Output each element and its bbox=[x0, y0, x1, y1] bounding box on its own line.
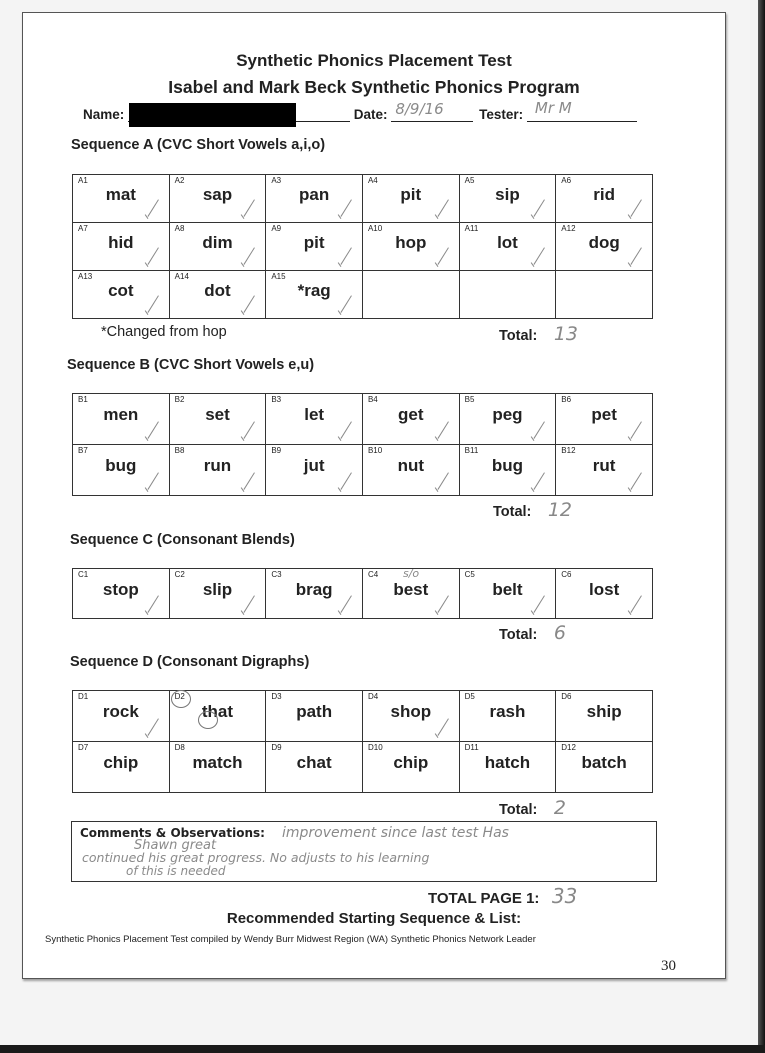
cell-word: belt bbox=[492, 579, 523, 599]
cell-id: C5 bbox=[464, 570, 475, 579]
cell-word: pet bbox=[591, 405, 617, 424]
word-cell-b4[interactable] bbox=[362, 394, 459, 445]
cell-id: A8 bbox=[174, 224, 185, 233]
tester-field[interactable] bbox=[527, 99, 637, 122]
table-row bbox=[73, 223, 653, 271]
check-mark-icon bbox=[435, 718, 449, 738]
cell-id: C3 bbox=[271, 570, 282, 579]
total-label: Total: bbox=[499, 627, 538, 643]
cell-id: B8 bbox=[174, 446, 185, 455]
footer-credit: Synthetic Phonics Placement Test compiled by Wendy Burr Midwest Region (WA) Synthetic Phonics Network Leader bbox=[45, 934, 536, 945]
circle-mark-icon bbox=[198, 711, 218, 729]
check-mark-icon bbox=[531, 595, 545, 615]
word-cell-c6[interactable] bbox=[556, 569, 653, 619]
header-fields bbox=[83, 99, 637, 122]
check-mark-icon bbox=[628, 472, 642, 492]
cell-word: brag bbox=[295, 579, 333, 599]
tester-value: Mr M bbox=[534, 99, 572, 117]
word-cell-a9[interactable] bbox=[266, 223, 363, 271]
cell-id: D5 bbox=[464, 692, 475, 701]
word-cell-c2[interactable] bbox=[169, 569, 266, 619]
cell-word: that bbox=[201, 702, 234, 721]
test-sheet bbox=[22, 12, 726, 979]
cell-word: cot bbox=[108, 281, 134, 301]
total-label: Total: bbox=[493, 504, 532, 520]
table-row bbox=[73, 742, 653, 793]
table-row bbox=[73, 175, 653, 223]
word-cell-d1[interactable] bbox=[73, 691, 170, 742]
word-cell-d2[interactable] bbox=[169, 691, 266, 742]
total-page bbox=[428, 884, 577, 908]
total-value: 6 bbox=[553, 622, 566, 644]
cell-id: B5 bbox=[464, 395, 475, 404]
cell-word: pan bbox=[299, 185, 330, 205]
cell-word: lot bbox=[497, 233, 518, 253]
sequence-b-total bbox=[493, 499, 572, 521]
cell-id: A3 bbox=[271, 176, 282, 185]
check-mark-icon bbox=[241, 472, 255, 492]
total-page-label: TOTAL PAGE 1: bbox=[428, 890, 540, 907]
cell-id: D12 bbox=[561, 743, 576, 752]
check-mark-icon bbox=[435, 421, 449, 441]
cell-id: D11 bbox=[464, 743, 479, 752]
sequence-d-total bbox=[499, 797, 566, 819]
cell-word: get bbox=[398, 405, 424, 424]
sequence-d-table bbox=[72, 690, 653, 793]
check-mark-icon bbox=[628, 199, 642, 219]
check-mark-icon bbox=[241, 595, 255, 615]
sequence-a-total bbox=[499, 323, 578, 345]
check-mark-icon bbox=[338, 472, 352, 492]
comments-box[interactable] bbox=[71, 821, 657, 882]
scan-edge-bottom bbox=[0, 1045, 765, 1053]
word-cell-c5[interactable] bbox=[459, 569, 556, 619]
check-mark-icon bbox=[145, 718, 159, 738]
cell-word: hid bbox=[108, 233, 134, 253]
cell-id: A12 bbox=[561, 224, 576, 233]
table-row bbox=[73, 691, 653, 742]
cell-word: path bbox=[296, 702, 333, 721]
empty-cell bbox=[362, 271, 459, 319]
comments-line-2b: continued his great progress. No adjusts to his learning bbox=[82, 850, 430, 865]
check-mark-icon bbox=[338, 199, 352, 219]
comments-label: Comments & Observations: bbox=[80, 826, 265, 840]
check-mark-icon bbox=[435, 247, 449, 267]
word-cell-d9[interactable] bbox=[266, 742, 363, 793]
check-mark-icon bbox=[241, 295, 255, 315]
check-mark-icon bbox=[435, 595, 449, 615]
document-title: Synthetic Phonics Placement Test bbox=[236, 51, 512, 70]
sequence-c-heading: Sequence C (Consonant Blends) bbox=[70, 532, 295, 548]
word-cell-a12[interactable] bbox=[556, 223, 653, 271]
word-cell-b8[interactable] bbox=[169, 445, 266, 496]
date-value: 8/9/16 bbox=[395, 100, 444, 118]
total-label: Total: bbox=[499, 802, 538, 818]
sequence-a-note: *Changed from hop bbox=[101, 324, 227, 340]
word-cell-b3[interactable] bbox=[266, 394, 363, 445]
scan-edge-right bbox=[758, 0, 765, 1053]
word-cell-a14[interactable] bbox=[169, 271, 266, 319]
check-mark-icon bbox=[628, 421, 642, 441]
word-cell-b2[interactable] bbox=[169, 394, 266, 445]
check-mark-icon bbox=[338, 595, 352, 615]
cell-word: mat bbox=[105, 185, 136, 205]
check-mark-icon bbox=[241, 247, 255, 267]
cell-word: rid bbox=[593, 185, 615, 205]
name-field[interactable] bbox=[128, 103, 350, 122]
cell-word: slip bbox=[202, 579, 233, 599]
cell-id: A15 bbox=[271, 272, 286, 281]
cell-word: ship bbox=[586, 702, 622, 721]
cell-word: run bbox=[203, 456, 232, 475]
cell-id: B10 bbox=[367, 446, 383, 455]
cell-id: A7 bbox=[78, 224, 88, 233]
sequence-a-table bbox=[72, 174, 653, 319]
cell-word: *rag bbox=[297, 281, 331, 301]
word-cell-b5[interactable] bbox=[459, 394, 556, 445]
comments-line-2a: Shawn great bbox=[134, 838, 217, 853]
total-value: 2 bbox=[553, 797, 566, 819]
word-cell-a2[interactable] bbox=[169, 175, 266, 223]
empty-cell bbox=[459, 271, 556, 319]
cell-id: B12 bbox=[561, 446, 576, 455]
total-value: 13 bbox=[553, 323, 579, 345]
cell-id: D3 bbox=[271, 692, 282, 701]
cell-word: shop bbox=[390, 702, 432, 721]
cell-id: A2 bbox=[174, 176, 185, 185]
sequence-b-table bbox=[72, 393, 653, 496]
word-cell-c4[interactable] bbox=[362, 569, 459, 619]
check-mark-icon bbox=[531, 199, 545, 219]
word-cell-b11[interactable] bbox=[459, 445, 556, 496]
cell-annotation: s/o bbox=[402, 567, 420, 580]
table-row bbox=[73, 445, 653, 496]
check-mark-icon bbox=[338, 295, 352, 315]
check-mark-icon bbox=[241, 199, 255, 219]
word-cell-d8[interactable] bbox=[169, 742, 266, 793]
word-cell-d6[interactable] bbox=[556, 691, 653, 742]
check-mark-icon bbox=[338, 421, 352, 441]
cell-id: A4 bbox=[367, 176, 378, 185]
empty-cell bbox=[556, 271, 653, 319]
recommended-label: Recommended Starting Sequence & List: bbox=[226, 910, 522, 927]
table-row bbox=[73, 271, 653, 319]
cell-word: pit bbox=[400, 185, 422, 205]
word-cell-b7[interactable] bbox=[73, 445, 170, 496]
cell-word: jut bbox=[303, 456, 325, 475]
cell-id: B1 bbox=[78, 395, 88, 404]
cell-word: sip bbox=[495, 185, 520, 205]
cell-id: D9 bbox=[271, 743, 282, 752]
circle-mark-icon bbox=[171, 690, 191, 708]
check-mark-icon bbox=[145, 247, 159, 267]
cell-word: rash bbox=[489, 702, 526, 721]
table-row bbox=[73, 569, 653, 619]
cell-id: B6 bbox=[561, 395, 572, 404]
word-cell-d10[interactable] bbox=[362, 742, 459, 793]
word-cell-a11[interactable] bbox=[459, 223, 556, 271]
cell-id: B7 bbox=[78, 446, 88, 455]
cell-id: A5 bbox=[464, 176, 475, 185]
word-cell-a3[interactable] bbox=[266, 175, 363, 223]
word-cell-a15[interactable] bbox=[266, 271, 363, 319]
cell-id: D1 bbox=[78, 692, 89, 701]
word-cell-b10[interactable] bbox=[362, 445, 459, 496]
word-cell-a1[interactable] bbox=[73, 175, 170, 223]
check-mark-icon bbox=[145, 595, 159, 615]
cell-id: A9 bbox=[271, 224, 282, 233]
check-mark-icon bbox=[145, 421, 159, 441]
check-mark-icon bbox=[241, 421, 255, 441]
cell-word: pit bbox=[303, 233, 325, 253]
cell-word: batch bbox=[581, 753, 627, 772]
cell-word: chip bbox=[393, 753, 429, 772]
check-mark-icon bbox=[531, 421, 545, 441]
sequence-d-heading: Sequence D (Consonant Digraphs) bbox=[70, 654, 310, 670]
cell-id: B4 bbox=[367, 395, 378, 404]
word-cell-d3[interactable] bbox=[266, 691, 363, 742]
cell-word: nut bbox=[397, 456, 425, 475]
check-mark-icon bbox=[435, 472, 449, 492]
page-number: 30 bbox=[661, 958, 676, 974]
name-redaction bbox=[129, 103, 296, 127]
cell-word: hop bbox=[395, 233, 427, 253]
cell-id: B2 bbox=[174, 395, 185, 404]
check-mark-icon bbox=[531, 247, 545, 267]
word-cell-a10[interactable] bbox=[362, 223, 459, 271]
cell-id: C6 bbox=[561, 570, 572, 579]
cell-word: peg bbox=[492, 405, 523, 424]
word-cell-b9[interactable] bbox=[266, 445, 363, 496]
word-cell-a5[interactable] bbox=[459, 175, 556, 223]
cell-id: A10 bbox=[367, 224, 383, 233]
cell-id: D7 bbox=[78, 743, 89, 752]
cell-word: set bbox=[205, 405, 230, 424]
cell-id: D10 bbox=[367, 743, 383, 752]
sequence-a-heading: Sequence A (CVC Short Vowels a,i,o) bbox=[71, 137, 326, 153]
date-field[interactable] bbox=[391, 100, 473, 122]
comments-line-1: improvement since last test Has bbox=[282, 825, 509, 841]
cell-word: match bbox=[192, 753, 243, 772]
cell-id: D6 bbox=[561, 692, 572, 701]
cell-word: stop bbox=[102, 579, 139, 599]
cell-word: men bbox=[103, 405, 139, 424]
check-mark-icon bbox=[145, 199, 159, 219]
cell-id: A1 bbox=[78, 176, 88, 185]
total-label: Total: bbox=[499, 328, 538, 344]
cell-id: D8 bbox=[174, 743, 185, 752]
date-label: Date: bbox=[353, 107, 388, 122]
tester-label: Tester: bbox=[479, 107, 524, 122]
cell-word: rut bbox=[592, 456, 616, 475]
word-cell-a6[interactable] bbox=[556, 175, 653, 223]
check-mark-icon bbox=[531, 472, 545, 492]
cell-word: dog bbox=[588, 233, 620, 253]
cell-word: best bbox=[393, 579, 429, 599]
word-cell-a13[interactable] bbox=[73, 271, 170, 319]
check-mark-icon bbox=[145, 295, 159, 315]
check-mark-icon bbox=[145, 472, 159, 492]
cell-id: D4 bbox=[367, 692, 379, 701]
cell-id: C1 bbox=[78, 570, 89, 579]
word-cell-b12[interactable] bbox=[556, 445, 653, 496]
cell-word: dot bbox=[204, 281, 231, 301]
word-cell-c1[interactable] bbox=[73, 569, 170, 619]
program-title: Isabel and Mark Beck Synthetic Phonics Program bbox=[168, 77, 580, 97]
name-label: Name: bbox=[83, 107, 125, 122]
cell-word: bug bbox=[105, 456, 137, 475]
word-cell-d4[interactable] bbox=[362, 691, 459, 742]
word-cell-a4[interactable] bbox=[362, 175, 459, 223]
cell-id: C4 bbox=[367, 570, 379, 579]
check-mark-icon bbox=[628, 595, 642, 615]
cell-word: hatch bbox=[484, 753, 531, 772]
cell-id: A11 bbox=[464, 224, 479, 233]
cell-word: chat bbox=[296, 753, 332, 772]
total-value: 12 bbox=[547, 499, 573, 521]
word-cell-b6[interactable] bbox=[556, 394, 653, 445]
word-cell-b1[interactable] bbox=[73, 394, 170, 445]
cell-id: D2 bbox=[174, 692, 185, 701]
word-cell-a8[interactable] bbox=[169, 223, 266, 271]
cell-id: B3 bbox=[271, 395, 282, 404]
table-row bbox=[73, 394, 653, 445]
cell-id: B9 bbox=[271, 446, 282, 455]
sequence-c-table bbox=[72, 568, 653, 619]
cell-word: chip bbox=[103, 753, 139, 772]
word-cell-d7[interactable] bbox=[73, 742, 170, 793]
check-mark-icon bbox=[338, 247, 352, 267]
check-mark-icon bbox=[628, 247, 642, 267]
cell-id: A13 bbox=[78, 272, 93, 281]
check-mark-icon bbox=[435, 199, 449, 219]
comments-line-3: of this is needed bbox=[126, 864, 226, 878]
total-page-value: 33 bbox=[551, 884, 578, 908]
cell-word: dim bbox=[202, 233, 233, 253]
cell-id: C2 bbox=[174, 570, 185, 579]
word-cell-d12[interactable] bbox=[556, 742, 653, 793]
word-cell-c3[interactable] bbox=[266, 569, 363, 619]
cell-id: B11 bbox=[464, 446, 479, 455]
cell-word: rock bbox=[102, 702, 139, 721]
cell-word: sap bbox=[202, 185, 233, 205]
cell-id: A6 bbox=[561, 176, 572, 185]
cell-word: lost bbox=[589, 579, 620, 599]
cell-id: A14 bbox=[174, 272, 189, 281]
cell-word: bug bbox=[491, 456, 524, 475]
sequence-c-total bbox=[499, 622, 566, 644]
word-cell-d5[interactable] bbox=[459, 691, 556, 742]
word-cell-a7[interactable] bbox=[73, 223, 170, 271]
word-cell-d11[interactable] bbox=[459, 742, 556, 793]
cell-word: let bbox=[304, 405, 325, 424]
sequence-b-heading: Sequence B (CVC Short Vowels e,u) bbox=[67, 357, 315, 373]
